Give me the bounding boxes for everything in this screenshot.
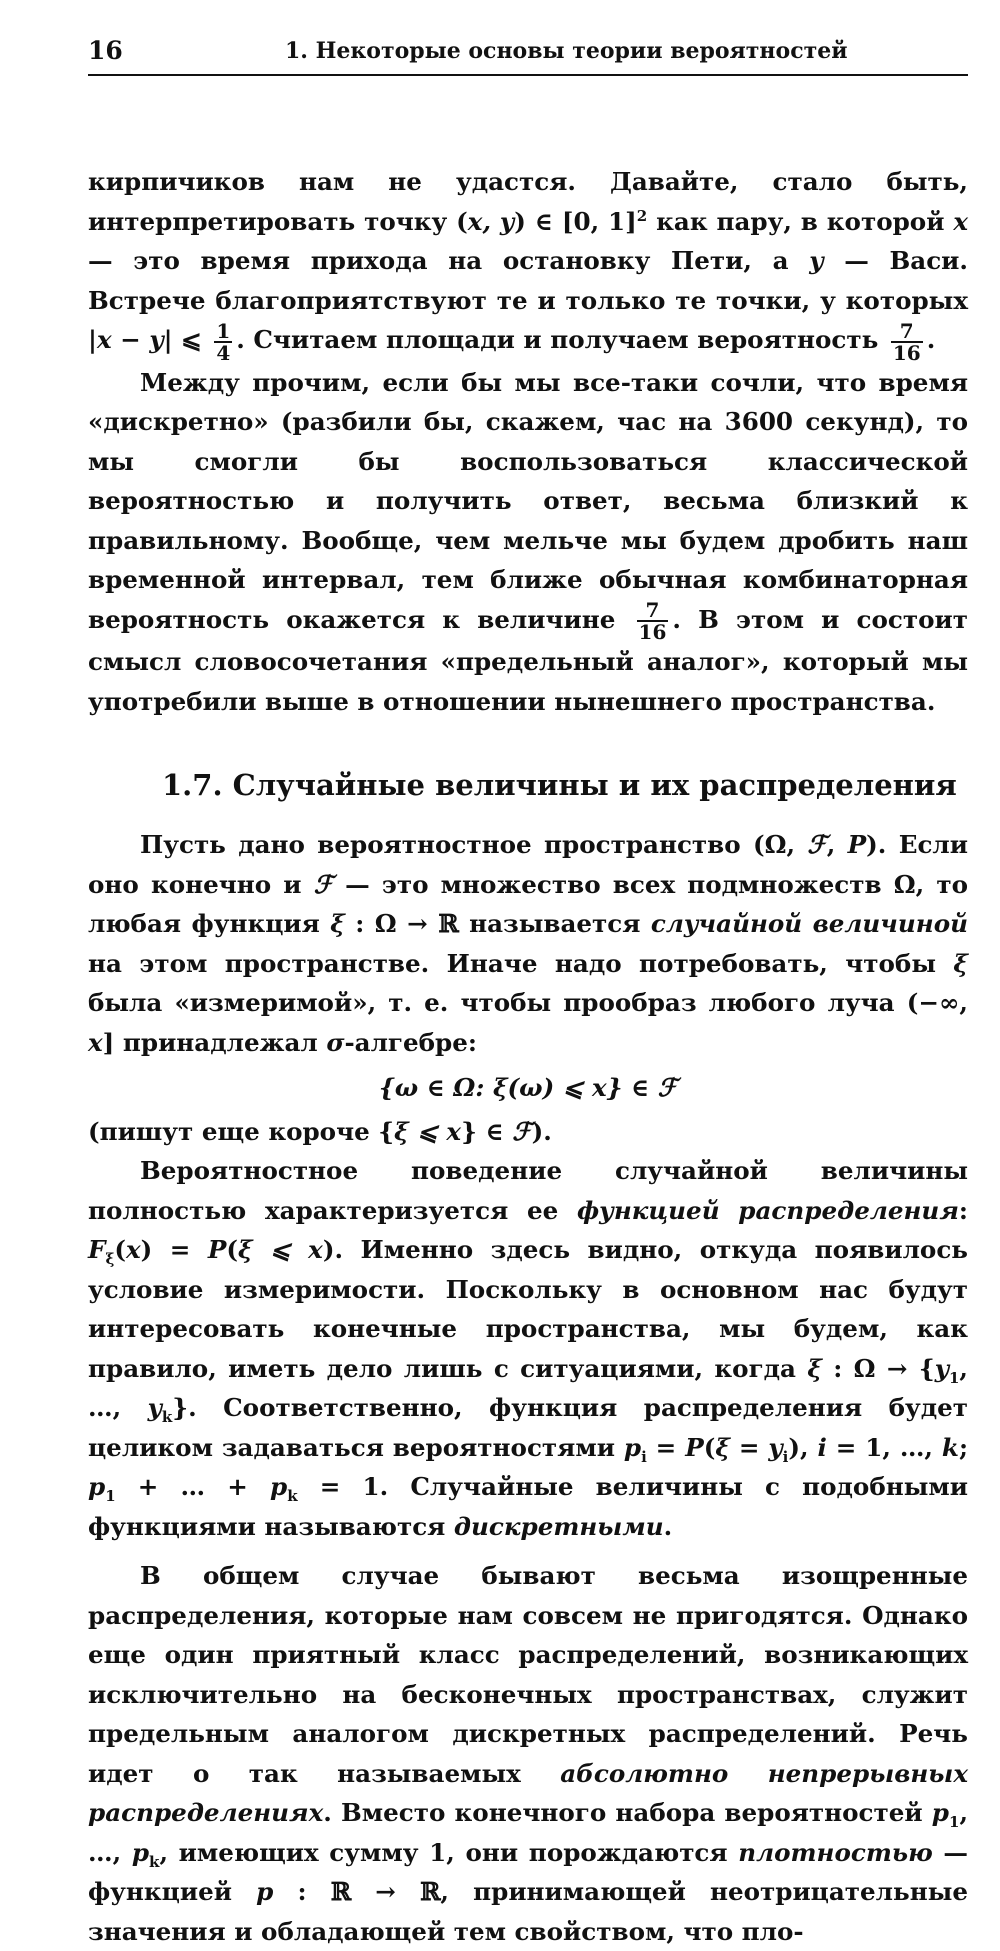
page-header bbox=[88, 36, 968, 76]
paragraph-4: (пишут еще короче {ξ ⩽ x} ∈ ℱ). bbox=[88, 1116, 552, 1146]
paragraph-3: Пусть дано вероятностное пространство (Ω, ℱ, P). Если оно конечно и ℱ — это множество всех подмножеств Ω, то любая функция ξ : Ω → ℝ называется случайной величиной на этом пространстве. Иначе надо потребовать, чтобы ξ была «измеримой», т. е. чтобы прообраз любого луча (−∞, x] принадлежал σ-алгебре: bbox=[88, 830, 969, 1057]
paragraph-5: Вероятностное поведение случайной величины полностью характеризуется ее функцией распределения: $F_\xi(x) = P(\xi$ ⩽ x). Именно здесь видно, откуда появилось условие измеримости. Поскольку в основном нас будут интересовать конечные пространства, мы будем, как правило, иметь дело лишь с ситуациями, когда ξ : $\Omega \to \{y_1$, …, $y_k$}. Соответственно, функция распределения будет целиком задаваться вероятностями $p_i = P(\xi = y_i)$, i = 1, …, k; $p_1$ + … + $p_k = 1$. Случайные величины с подобными функциями называются дискретными. bbox=[88, 1156, 969, 1541]
fraction-seven-sixteenths: $\frac{7}{16}$ bbox=[638, 598, 667, 644]
paragraph-1: кирпичиков нам не удастся. Давайте, стало быть, интерпретировать точку (x, y) ∈ [0, 1]$^2$ как пару, в которой x — это время прихода на остановку Пети, а y — Васи. Встрече благоприятствуют те и только те точки, у которых |x − y| ⩽ $\frac{1}{4}$ . Считаем площади и получаем вероятность $\frac{7}{16}$ . bbox=[88, 167, 969, 365]
fraction-one-quarter: $\frac{1}{4}$ bbox=[216, 318, 231, 365]
book-page bbox=[88, 36, 968, 1951]
page-number: 16 bbox=[88, 36, 123, 65]
running-title: 1. Некоторые основы теории вероятностей bbox=[285, 38, 848, 64]
paragraph-6: В общем случае бывают весьма изощренные распределения, которые нам совсем не пригодятся. Однако еще один приятный класс распределений, возникающих исключительно на бесконечных пространствах, служит предельным аналогом дискретных распределений. Речь идет о так называемых абсолютно непрерывных распределениях. Вместо конечного набора вероятностей $p_1$, …, $p_k$, имеющих сумму 1, они порождаются плотностью — функцией p : ℝ → ℝ, принимающей неотрицательные значения и обладающей тем свойством, что пло- bbox=[88, 1561, 969, 1946]
paragraph-2: Между прочим, если бы мы все-таки сочли, что время «дискретно» (разбили бы, скажем, час на 3600 секунд), то мы смогли бы воспользоваться классической вероятностью и получить ответ, весьма близкий к правильному. Вообще, чем мельче мы будем дробить наш временной интервал, тем ближе обычная комбинаторная вероятность окажется к величине $\frac{7}{16}$ . В этом и состоит смысл словосочетания «предельный аналог», который мы употребили выше в отношении нынешнего пространства. bbox=[88, 367, 968, 716]
fraction-seven-sixteenths: $\frac{7}{16}$ bbox=[892, 318, 921, 365]
display-formula: {ω ∈ Ω: ξ(ω) ⩽ x} ∈ ℱ bbox=[378, 1073, 678, 1102]
page-body bbox=[88, 162, 968, 1951]
section-heading: 1.7. Случайные величины и их распределения bbox=[162, 768, 957, 802]
